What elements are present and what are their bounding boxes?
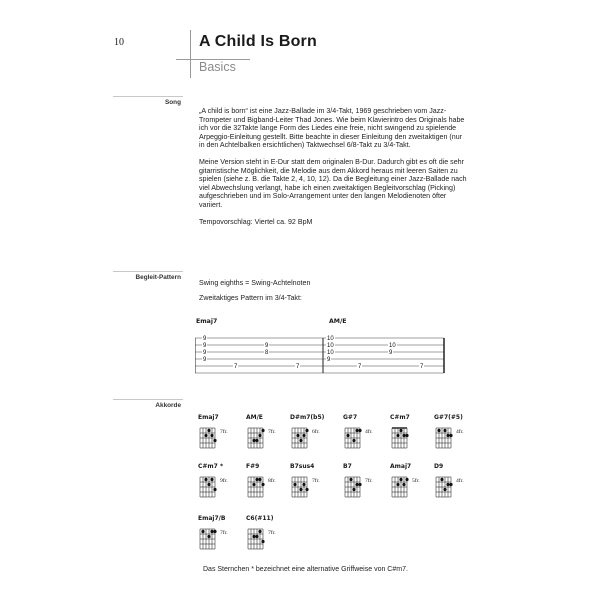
- chord-diagram: [246, 462, 294, 506]
- chord-fret-position: 4fr.: [365, 429, 373, 435]
- tab-fret-number: 10: [327, 350, 334, 357]
- chord-diagram: [290, 413, 338, 457]
- chord-finger-dot: [440, 478, 443, 481]
- tab-fret-number: 9: [389, 350, 393, 357]
- chord-finger-dot: [396, 434, 399, 437]
- chord-finger-dot: [255, 439, 258, 442]
- chord-fretboard: [290, 424, 312, 452]
- chord-diagram: [434, 462, 482, 506]
- chord-finger-dot: [402, 434, 405, 437]
- swing-note: Swing eighths = Swing-Achtelnoten: [199, 279, 311, 287]
- chord-diagram: [246, 413, 294, 457]
- chord-diagram: [198, 514, 246, 558]
- chord-fretboard: [390, 473, 412, 501]
- chord-finger-dot: [213, 488, 216, 491]
- tab-chord-label-1: Emaj7: [196, 318, 218, 325]
- chord-finger-dot: [213, 530, 216, 533]
- chord-finger-dot: [405, 434, 408, 437]
- chord-finger-dot: [402, 483, 405, 486]
- chord-finger-dot: [446, 483, 449, 486]
- chord-name: Emaj7: [198, 414, 219, 421]
- chord-finger-dot: [296, 434, 299, 437]
- chord-name: G#7: [343, 414, 358, 421]
- tab-fret-number: 9: [327, 357, 331, 364]
- tab-fret-number: 10: [327, 343, 334, 350]
- chord-name: C#m7: [390, 414, 410, 421]
- chord-diagram: [198, 413, 246, 457]
- chord-finger-dot: [446, 434, 449, 437]
- chord-finger-dot: [261, 429, 264, 432]
- tab-fret-number: 9: [265, 343, 269, 350]
- chord-fretboard: [343, 473, 365, 501]
- chord-finger-dot: [261, 540, 264, 543]
- chord-finger-dot: [204, 434, 207, 437]
- chord-diagram: [390, 462, 438, 506]
- chord-finger-dot: [352, 439, 355, 442]
- chord-finger-dot: [207, 535, 210, 538]
- tab-fret-number: 7: [296, 364, 300, 371]
- chord-finger-dot: [443, 488, 446, 491]
- chord-name: D9: [434, 463, 444, 470]
- chord-name: C6(#11): [246, 515, 274, 522]
- chord-finger-dot: [204, 478, 207, 481]
- chord-finger-dot: [399, 478, 402, 481]
- chord-fret-position: 4fr.: [456, 478, 464, 484]
- tab-chord-label-2: AM/E: [329, 318, 347, 325]
- chord-finger-dot: [302, 483, 305, 486]
- chord-fretboard: [198, 525, 220, 553]
- chord-name: B7: [343, 463, 352, 470]
- chord-fret-position: 8fr.: [268, 478, 276, 484]
- chord-name: Emaj7/B: [198, 515, 226, 522]
- chord-fretboard: [246, 424, 268, 452]
- chord-diagram: [390, 413, 438, 457]
- tab-fret-number: 7: [420, 364, 424, 371]
- chord-finger-dot: [405, 478, 408, 481]
- chord-finger-dot: [449, 434, 452, 437]
- chord-fret-position: 7fr.: [268, 429, 276, 435]
- chord-footnote: Das Sternchen * bezeichnet eine alternative Griffweise von C#m7.: [203, 566, 408, 573]
- chord-finger-dot: [210, 478, 213, 481]
- chord-name: F#9: [246, 463, 260, 470]
- chord-name: Amaj7: [390, 463, 412, 470]
- chord-fretboard: [434, 424, 456, 452]
- section-label-chords: Akkorde: [155, 402, 181, 409]
- page-subtitle: Basics: [199, 60, 236, 74]
- chord-fretboard: [343, 424, 365, 452]
- chord-finger-dot: [207, 429, 210, 432]
- chord-diagram: [246, 514, 294, 558]
- chord-finger-dot: [261, 483, 264, 486]
- chord-finger-dot: [437, 429, 440, 432]
- chord-finger-dot: [258, 530, 261, 533]
- chord-finger-dot: [358, 483, 361, 486]
- chord-diagram: [290, 462, 338, 506]
- pattern-description: Zweitaktiges Pattern im 3/4-Takt:: [199, 294, 302, 302]
- chord-finger-dot: [299, 488, 302, 491]
- chord-name: AM/E: [246, 414, 263, 421]
- chord-finger-dot: [346, 434, 349, 437]
- chord-diagram: [434, 413, 482, 457]
- chord-finger-dot: [449, 483, 452, 486]
- chord-fret-position: 7fr.: [312, 478, 320, 484]
- chord-finger-dot: [255, 478, 258, 481]
- chord-finger-dot: [213, 439, 216, 442]
- chord-fretboard: [246, 525, 268, 553]
- chord-fret-position: 7fr.: [220, 530, 228, 536]
- section-label-song: Song: [165, 99, 181, 106]
- chord-finger-dot: [207, 483, 210, 486]
- song-paragraph: „A child is born“ ist eine Jazz-Ballade im 3/4-Takt, 1969 geschrieben vom Jazz-Trompeter und Bigband-Leiter Thad Jones. Wie beim Klavierintro des Originals habe ich vor die 32Takte lange Form des Liedes eine freie, nicht swingend zu spielende Arpeggio-Einleitung gestellt. Bitte beachte in dieser Einleitung den zweitaktigen (nur in den Achtelbalken ersichtlichen) Taktwechsel 6/8-Takt zu 3/4-Takt.: [199, 107, 465, 150]
- chord-finger-dot: [255, 535, 258, 538]
- tab-fret-number: 10: [389, 343, 396, 350]
- chord-finger-dot: [443, 429, 446, 432]
- tab-fret-number: 7: [358, 364, 362, 371]
- chord-finger-dot: [293, 483, 296, 486]
- chord-fretboard: [246, 473, 268, 501]
- chord-finger-dot: [252, 535, 255, 538]
- section-label-pattern: Begleit-Pattern: [135, 274, 181, 281]
- chord-finger-dot: [396, 483, 399, 486]
- chord-fretboard: [198, 473, 220, 501]
- chord-fretboard: [390, 424, 412, 452]
- chord-finger-dot: [302, 434, 305, 437]
- chord-finger-dot: [258, 478, 261, 481]
- chord-fret-position: 5fr.: [412, 478, 420, 484]
- tab-fret-number: 8: [265, 350, 269, 357]
- chord-fret-position: 7fr.: [365, 478, 373, 484]
- chord-diagram: [343, 413, 391, 457]
- chord-finger-dot: [252, 439, 255, 442]
- chord-name: B7sus4: [290, 463, 315, 470]
- tab-fret-number: 9: [203, 350, 207, 357]
- chord-fret-position: 7fr.: [268, 530, 276, 536]
- chord-finger-dot: [355, 483, 358, 486]
- chord-finger-dot: [305, 488, 308, 491]
- song-paragraph: Meine Version steht in E-Dur statt dem originalen B-Dur. Dadurch gibt es oft die sehr gitarristische Möglichkeit, die Melodie aus dem Akkord heraus mit leeren Saiten zu spielen (siehe z. B. die Takte 2, 4, 10, 12). Da die Begleitung einer Jazz-Ballade nach viel Abwechslung verlangt, habe ich einen zweitaktigen Begleitvorschlag (Picking) aufgeschrieben und im Solo-Arrangement unter den langen Melodienoten öfter variiert.: [199, 157, 467, 209]
- chord-finger-dot: [305, 429, 308, 432]
- chord-finger-dot: [358, 429, 361, 432]
- tab-fret-number: 10: [327, 336, 334, 343]
- chord-finger-dot: [399, 429, 402, 432]
- tab-fret-number: 9: [203, 336, 207, 343]
- chord-name: D#m7(b5): [290, 414, 325, 421]
- chord-fret-position: 9fr.: [220, 478, 228, 484]
- chord-fretboard: [198, 424, 220, 452]
- page-title: A Child Is Born: [199, 33, 317, 50]
- chord-finger-dot: [352, 488, 355, 491]
- tab-fret-number: 7: [234, 364, 238, 371]
- chord-fret-position: 6fr.: [312, 429, 320, 435]
- chord-finger-dot: [355, 429, 358, 432]
- chord-name: C#m7 *: [198, 463, 224, 470]
- chord-fretboard: [434, 473, 456, 501]
- chord-fretboard: [290, 473, 312, 501]
- chord-finger-dot: [258, 434, 261, 437]
- chord-finger-dot: [299, 439, 302, 442]
- chord-name: G#7(#5): [434, 414, 463, 421]
- chord-finger-dot: [349, 478, 352, 481]
- chord-finger-dot: [210, 434, 213, 437]
- tab-fret-number: 9: [203, 343, 207, 350]
- chord-finger-dot: [252, 483, 255, 486]
- page-number: 10: [114, 37, 124, 48]
- tab-fret-number: 9: [203, 357, 207, 364]
- tempo-suggestion: Tempovorschlag: Viertel ca. 92 BpM: [199, 217, 313, 226]
- chord-fret-position: 7fr.: [220, 429, 228, 435]
- chord-finger-dot: [201, 530, 204, 533]
- chord-fret-position: 4fr.: [456, 429, 464, 435]
- chord-diagram: [198, 462, 246, 506]
- chord-finger-dot: [210, 530, 213, 533]
- chord-diagram: [343, 462, 391, 506]
